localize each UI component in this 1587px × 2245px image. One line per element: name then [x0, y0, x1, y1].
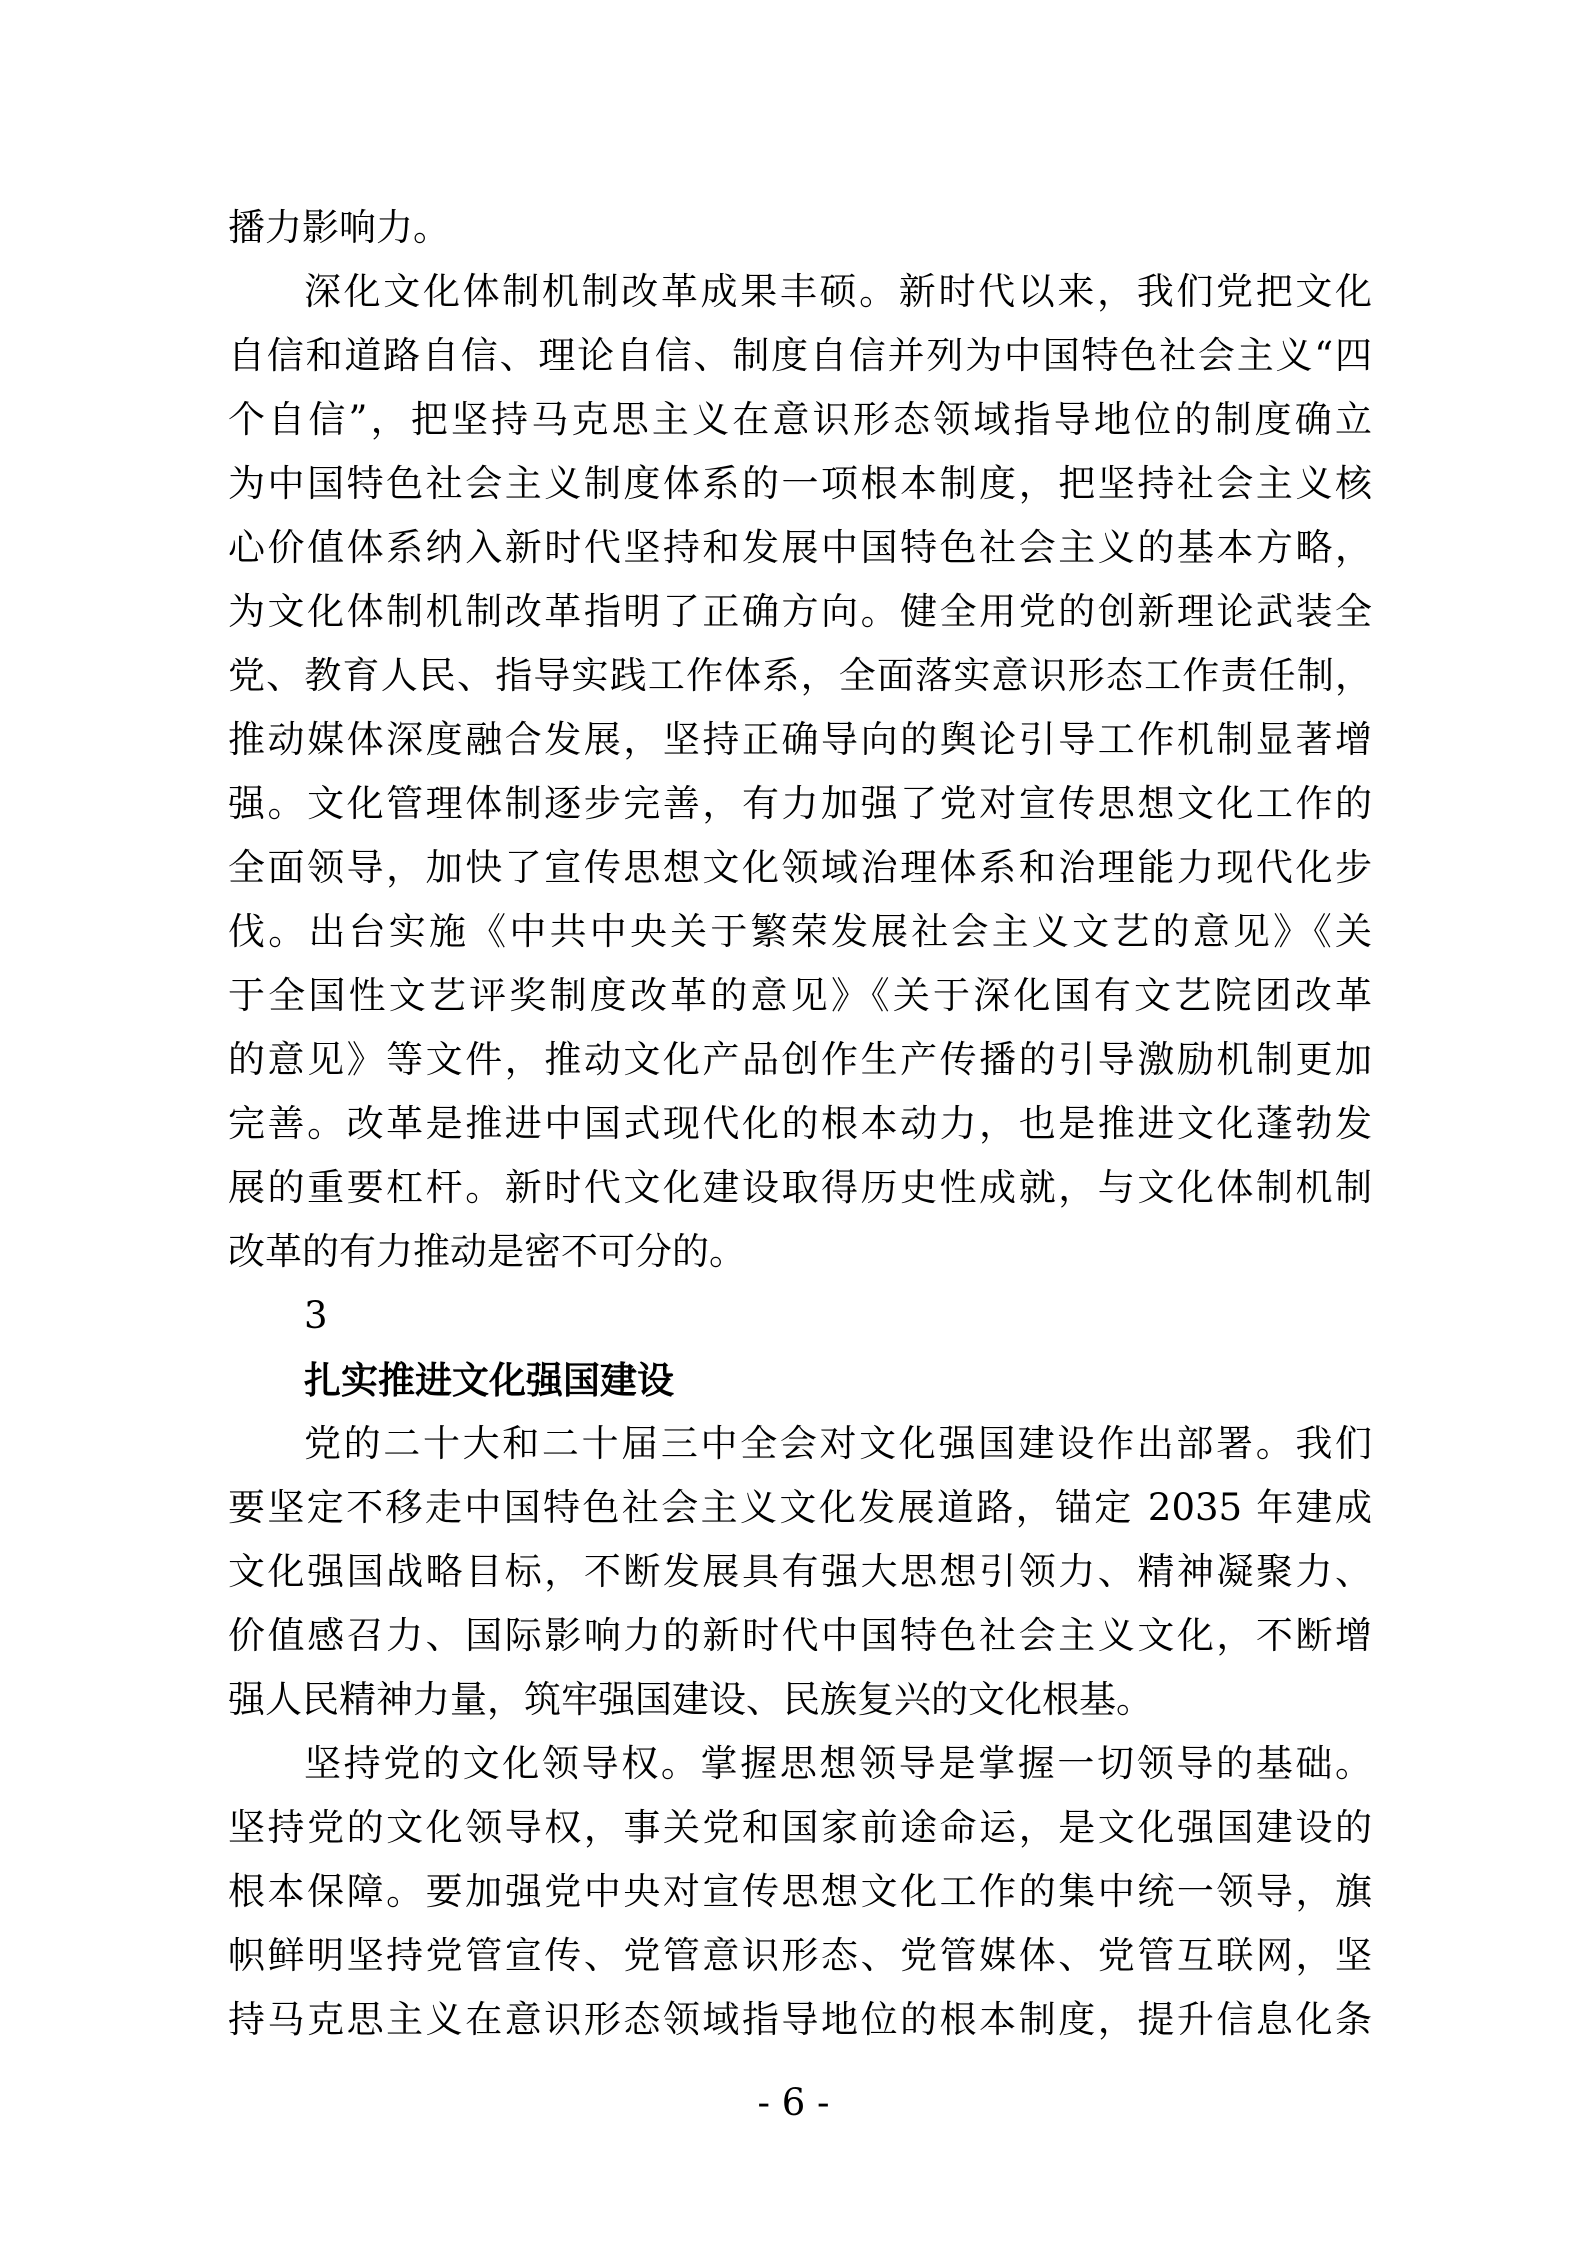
page-number: - 6 - [757, 2081, 830, 2124]
text-line: 坚持党的文化领导权，事关党和国家前途命运，是文化强国建设的 [228, 1806, 1372, 1849]
text-line: 党的二十大和二十届三中全会对文化强国建设作出部署。我们 [304, 1422, 1372, 1465]
text-line: 深化文化体制机制改革成果丰硕。新时代以来，我们党把文化 [304, 270, 1372, 313]
text-line: 推动媒体深度融合发展，坚持正确导向的舆论引导工作机制显著增 [228, 718, 1372, 761]
text-line: 为文化体制机制改革指明了正确方向。健全用党的创新理论武装全 [228, 590, 1372, 633]
text-line: 帜鲜明坚持党管宣传、党管意识形态、党管媒体、党管互联网，坚 [228, 1934, 1372, 1977]
text-line: 价值感召力、国际影响力的新时代中国特色社会主义文化，不断增 [228, 1614, 1372, 1657]
text-line: 持马克思主义在意识形态领域指导地位的根本制度，提升信息化条 [228, 1998, 1372, 2041]
text-line: 展的重要杠杆。新时代文化建设取得历史性成就，与文化体制机制 [228, 1166, 1372, 1209]
text-line: 坚持党的文化领导权。掌握思想领导是掌握一切领导的基础。 [304, 1742, 1372, 1785]
text-line: 完善。改革是推进中国式现代化的根本动力，也是推进文化蓬勃发 [228, 1102, 1372, 1145]
text-line: 个自信”，把坚持马克思主义在意识形态领域指导地位的制度确立 [228, 398, 1372, 441]
document-body [228, 196, 1372, 2052]
text-line: 的意见》等文件，推动文化产品创作生产传播的引导激励机制更加 [228, 1038, 1372, 1081]
text-line: 全面领导，加快了宣传思想文化领域治理体系和治理能力现代化步 [228, 846, 1372, 889]
text-line: 文化强国战略目标，不断发展具有强大思想引领力、精神凝聚力、 [228, 1550, 1372, 1593]
text-line: 自信和道路自信、理论自信、制度自信并列为中国特色社会主义“四 [228, 334, 1372, 377]
page-footer [0, 2071, 1587, 2135]
text-line: 为中国特色社会主义制度体系的一项根本制度，把坚持社会主义核 [228, 462, 1372, 505]
section-number: 3 [304, 1294, 328, 1337]
text-line: 改革的有力推动是密不可分的。 [228, 1230, 746, 1273]
text-line: 于全国性文艺评奖制度改革的意见》《关于深化国有文艺院团改革 [228, 974, 1372, 1017]
text-line: 根本保障。要加强党中央对宣传思想文化工作的集中统一领导，旗 [228, 1870, 1372, 1913]
text-line: 强。文化管理体制逐步完善，有力加强了党对宣传思想文化工作的 [228, 782, 1372, 825]
text-line: 伐。出台实施《中共中央关于繁荣发展社会主义文艺的意见》《关 [228, 910, 1372, 953]
text-line: 党、教育人民、指导实践工作体系，全面落实意识形态工作责任制， [228, 654, 1372, 697]
text-line: 心价值体系纳入新时代坚持和发展中国特色社会主义的基本方略， [228, 526, 1372, 569]
text-line: 播力影响力。 [228, 206, 450, 249]
section-heading: 扎实推进文化强国建设 [304, 1358, 674, 1402]
text-line: 要坚定不移走中国特色社会主义文化发展道路，锚定 2035 年建成 [228, 1486, 1372, 1529]
text-line: 强人民精神力量，筑牢强国建设、民族复兴的文化根基。 [228, 1678, 1153, 1721]
